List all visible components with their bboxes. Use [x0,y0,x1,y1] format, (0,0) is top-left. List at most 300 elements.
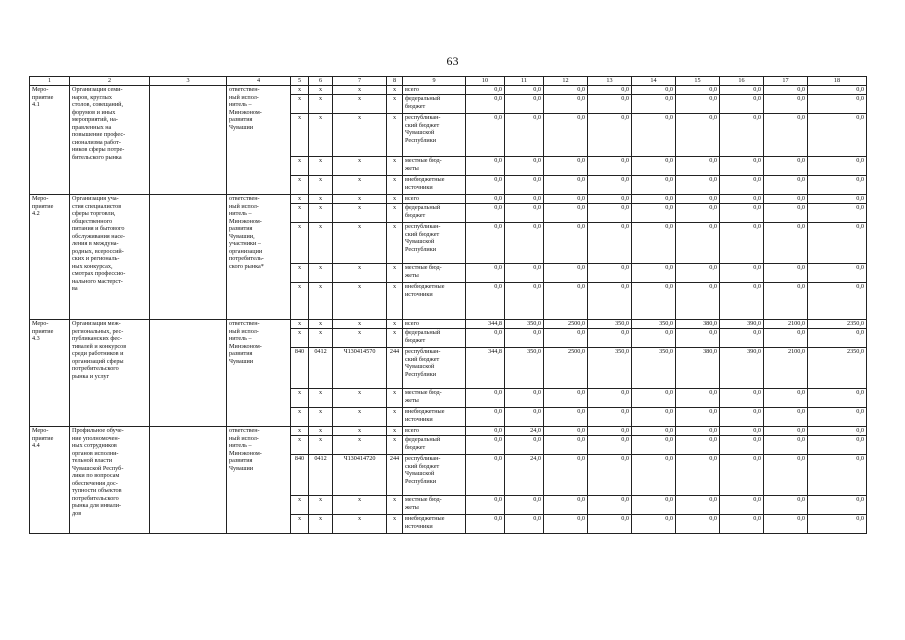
target-article-cell: х [333,176,387,195]
column-header-14: 14 [632,77,676,86]
year-value-cell: 0,0 [632,496,676,515]
section-code-cell: х [309,427,333,436]
funding-source-cell: всего [403,86,466,95]
year-value-cell: 0,0 [505,436,544,455]
measure-title: Организация уча- стия специалистов сферы торговли, общественного питания и бытового обслуживания насе- ления в междуна- родных, всероссий- ских и региональ- ных конкурсах, смотрах профессио- нального мастерст- ва [70,195,150,320]
year-value-cell: 0,0 [764,223,808,264]
year-value-cell: 0,0 [544,436,588,455]
table-row [30,86,867,95]
year-value-cell: 0,0 [505,176,544,195]
year-value-cell: 0,0 [720,176,764,195]
year-value-cell: 0,0 [544,157,588,176]
year-value-cell: 350,0 [632,320,676,329]
target-article-cell: х [333,95,387,114]
year-value-cell: 0,0 [764,436,808,455]
year-value-cell: 0,0 [588,157,632,176]
column-header-13: 13 [588,77,632,86]
year-value-cell: 0,0 [588,408,632,427]
year-value-cell: 0,0 [808,264,867,283]
measure-executor: ответствен- ный испол- нитель – Минэконом- развития Чувашии [227,86,291,195]
budget-code-cell: х [291,223,309,264]
year-value-cell: 0,0 [632,427,676,436]
year-value-cell: 0,0 [720,223,764,264]
year-value-cell: 0,0 [764,283,808,320]
year-value-cell: 0,0 [505,86,544,95]
year-value-cell: 344,8 [466,348,505,389]
column-header-12: 12 [544,77,588,86]
year-value-cell: 0,0 [588,95,632,114]
year-value-cell: 380,0 [676,320,720,329]
target-article-cell: х [333,264,387,283]
year-value-cell: 0,0 [764,86,808,95]
column-header-15: 15 [676,77,720,86]
year-value-cell: 0,0 [505,389,544,408]
expense-type-cell: х [387,427,403,436]
measure-title: Организация меж- региональных, рес- публиканских фес- тивалей и конкурсов среди работников и организаций сферы потребительского рынка и услуг [70,320,150,427]
column-header-18: 18 [808,77,867,86]
funding-source-cell: республикан- ский бюджет Чувашской Республики [403,223,466,264]
year-value-cell: 0,0 [588,204,632,223]
section-code-cell: х [309,515,333,534]
expense-type-cell: 244 [387,348,403,389]
target-article-cell: Ч130414570 [333,348,387,389]
year-value-cell: 0,0 [632,455,676,496]
year-value-cell: 0,0 [544,283,588,320]
empty-column-3-cell [150,86,227,195]
column-header-16: 16 [720,77,764,86]
year-value-cell: 0,0 [505,204,544,223]
section-code-cell: х [309,320,333,329]
expense-type-cell: х [387,283,403,320]
target-article-cell: х [333,408,387,427]
year-value-cell: 0,0 [544,427,588,436]
year-value-cell: 2500,0 [544,348,588,389]
year-value-cell: 0,0 [544,223,588,264]
year-value-cell: 0,0 [505,157,544,176]
year-value-cell: 2350,0 [808,320,867,329]
year-value-cell: 0,0 [544,176,588,195]
year-value-cell: 0,0 [466,283,505,320]
year-value-cell: 0,0 [808,455,867,496]
year-value-cell: 0,0 [466,114,505,157]
measure-executor: ответствен- ный испол- нитель – Минэконом- развития Чувашии, участники – организации потребитель- ского рынка* [227,195,291,320]
year-value-cell: 0,0 [505,264,544,283]
budget-code-cell: х [291,157,309,176]
year-value-cell: 0,0 [588,515,632,534]
column-number-header-row [30,77,867,86]
column-header-11: 11 [505,77,544,86]
budget-code-cell: х [291,114,309,157]
table-row [30,195,867,204]
funding-source-cell: местные бюд- жеты [403,157,466,176]
year-value-cell: 0,0 [808,114,867,157]
year-value-cell: 0,0 [505,195,544,204]
year-value-cell: 0,0 [720,408,764,427]
year-value-cell: 24,0 [505,455,544,496]
year-value-cell: 0,0 [720,283,764,320]
year-value-cell: 0,0 [588,195,632,204]
year-value-cell: 0,0 [720,204,764,223]
year-value-cell: 0,0 [632,195,676,204]
section-code-cell: х [309,436,333,455]
year-value-cell: 0,0 [720,496,764,515]
expense-type-cell: х [387,264,403,283]
budget-code-cell: х [291,515,309,534]
section-code-cell: х [309,408,333,427]
year-value-cell: 0,0 [720,436,764,455]
budget-code-cell: х [291,436,309,455]
budget-code-cell: х [291,283,309,320]
measure-title: Профильное обуче- ние уполномочен- ных сотрудников органов исполни- тельной власти Чувашской Респуб- лики по вопросам обеспечения дос- тупности объектов потребительского рынка для инвали- дов [70,427,150,534]
funding-source-cell: внебюджетные источники [403,515,466,534]
target-article-cell: х [333,204,387,223]
year-value-cell: 0,0 [544,455,588,496]
year-value-cell: 344,8 [466,320,505,329]
empty-column-3-cell [150,195,227,320]
year-value-cell: 0,0 [588,176,632,195]
column-header-6: 6 [309,77,333,86]
budget-code-cell: х [291,204,309,223]
budget-code-cell: х [291,176,309,195]
target-article-cell: х [333,496,387,515]
year-value-cell: 0,0 [808,176,867,195]
year-value-cell: 0,0 [632,95,676,114]
measure-id: Меро- приятие 4.3 [30,320,70,427]
year-value-cell: 0,0 [764,114,808,157]
year-value-cell: 0,0 [676,95,720,114]
year-value-cell: 0,0 [466,204,505,223]
measure-id: Меро- приятие 4.2 [30,195,70,320]
column-header-17: 17 [764,77,808,86]
funding-source-cell: республикан- ский бюджет Чувашской Республики [403,455,466,496]
target-article-cell: х [333,427,387,436]
year-value-cell: 0,0 [808,195,867,204]
budget-code-cell: х [291,329,309,348]
year-value-cell: 0,0 [808,496,867,515]
year-value-cell: 350,0 [505,320,544,329]
year-value-cell: 0,0 [676,515,720,534]
measure-executor: ответствен- ный испол- нитель – Минэконом- развития Чувашии [227,427,291,534]
page-number: 63 [446,54,459,68]
section-code-cell: х [309,176,333,195]
year-value-cell: 0,0 [632,114,676,157]
expense-type-cell: х [387,496,403,515]
year-value-cell: 0,0 [632,264,676,283]
year-value-cell: 0,0 [588,283,632,320]
year-value-cell: 0,0 [632,223,676,264]
budget-code-cell: х [291,496,309,515]
budget-code-cell: х [291,320,309,329]
year-value-cell: 0,0 [676,496,720,515]
budget-code-cell: х [291,195,309,204]
expense-type-cell: х [387,320,403,329]
year-value-cell: 0,0 [466,264,505,283]
year-value-cell: 0,0 [808,95,867,114]
funding-source-cell: всего [403,320,466,329]
year-value-cell: 0,0 [505,408,544,427]
funding-source-cell: федеральный бюджет [403,329,466,348]
section-code-cell: х [309,329,333,348]
year-value-cell: 0,0 [544,329,588,348]
column-header-10: 10 [466,77,505,86]
target-article-cell: х [333,157,387,176]
expense-type-cell: х [387,389,403,408]
section-code-cell: х [309,195,333,204]
column-header-4: 4 [227,77,291,86]
year-value-cell: 2100,0 [764,320,808,329]
target-article-cell: х [333,195,387,204]
column-header-9: 9 [403,77,466,86]
year-value-cell: 0,0 [632,329,676,348]
section-code-cell: х [309,283,333,320]
year-value-cell: 0,0 [676,86,720,95]
section-code-cell: 0412 [309,348,333,389]
year-value-cell: 390,0 [720,320,764,329]
budget-code-cell: х [291,86,309,95]
expense-type-cell: х [387,195,403,204]
year-value-cell: 0,0 [466,223,505,264]
year-value-cell: 0,0 [808,223,867,264]
year-value-cell: 350,0 [588,348,632,389]
year-value-cell: 0,0 [676,408,720,427]
year-value-cell: 0,0 [544,515,588,534]
year-value-cell: 0,0 [676,176,720,195]
funding-source-cell: местные бюд- жеты [403,264,466,283]
column-header-5: 5 [291,77,309,86]
year-value-cell: 0,0 [505,329,544,348]
budget-table [29,76,867,534]
expense-type-cell: х [387,408,403,427]
section-code-cell: х [309,389,333,408]
funding-source-cell: республикан- ский бюджет Чувашской Республики [403,348,466,389]
year-value-cell: 0,0 [764,264,808,283]
year-value-cell: 0,0 [808,408,867,427]
target-article-cell: х [333,515,387,534]
section-code-cell: х [309,114,333,157]
year-value-cell: 0,0 [676,114,720,157]
year-value-cell: 0,0 [588,436,632,455]
year-value-cell: 0,0 [676,223,720,264]
year-value-cell: 0,0 [676,427,720,436]
section-code-cell: х [309,496,333,515]
year-value-cell: 0,0 [720,114,764,157]
year-value-cell: 0,0 [505,515,544,534]
column-header-7: 7 [333,77,387,86]
year-value-cell: 0,0 [720,157,764,176]
year-value-cell: 0,0 [588,496,632,515]
year-value-cell: 0,0 [588,86,632,95]
empty-column-3-cell [150,427,227,534]
funding-source-cell: федеральный бюджет [403,204,466,223]
expense-type-cell: 244 [387,455,403,496]
year-value-cell: 2500,0 [544,320,588,329]
year-value-cell: 0,0 [632,436,676,455]
year-value-cell: 0,0 [466,95,505,114]
measure-title: Организация семи- наров, круглых столов, совещаний, форумов и иных мероприятий, на- правленных на повышение профес- сионализма работ- ников сферы потре- бительского рынка [70,86,150,195]
year-value-cell: 0,0 [676,204,720,223]
year-value-cell: 0,0 [676,283,720,320]
year-value-cell: 0,0 [588,223,632,264]
expense-type-cell: х [387,86,403,95]
budget-code-cell: 840 [291,455,309,496]
year-value-cell: 0,0 [632,176,676,195]
funding-source-cell: местные бюд- жеты [403,496,466,515]
year-value-cell: 0,0 [720,427,764,436]
funding-source-cell: всего [403,427,466,436]
section-code-cell: х [309,204,333,223]
year-value-cell: 0,0 [505,223,544,264]
expense-type-cell: х [387,204,403,223]
expense-type-cell: х [387,95,403,114]
year-value-cell: 0,0 [764,204,808,223]
year-value-cell: 0,0 [764,408,808,427]
expense-type-cell: х [387,436,403,455]
budget-code-cell: х [291,95,309,114]
year-value-cell: 0,0 [466,436,505,455]
table-row [30,427,867,436]
target-article-cell: х [333,86,387,95]
year-value-cell: 0,0 [544,408,588,427]
year-value-cell: 0,0 [676,264,720,283]
year-value-cell: 0,0 [505,95,544,114]
budget-table-sheet [29,76,866,534]
target-article-cell: Ч130414720 [333,455,387,496]
year-value-cell: 0,0 [588,427,632,436]
measure-id: Меро- приятие 4.4 [30,427,70,534]
year-value-cell: 0,0 [808,329,867,348]
target-article-cell: х [333,436,387,455]
year-value-cell: 0,0 [808,515,867,534]
target-article-cell: х [333,114,387,157]
section-code-cell: х [309,264,333,283]
budget-code-cell: х [291,427,309,436]
target-article-cell: х [333,389,387,408]
year-value-cell: 0,0 [588,389,632,408]
target-article-cell: х [333,223,387,264]
year-value-cell: 0,0 [588,329,632,348]
budget-code-cell: х [291,408,309,427]
year-value-cell: 0,0 [720,95,764,114]
budget-code-cell: 840 [291,348,309,389]
expense-type-cell: х [387,329,403,348]
year-value-cell: 0,0 [466,195,505,204]
year-value-cell: 0,0 [764,195,808,204]
year-value-cell: 0,0 [544,204,588,223]
year-value-cell: 0,0 [466,176,505,195]
year-value-cell: 2100,0 [764,348,808,389]
year-value-cell: 0,0 [720,86,764,95]
year-value-cell: 0,0 [764,95,808,114]
year-value-cell: 0,0 [676,455,720,496]
year-value-cell: 24,0 [505,427,544,436]
year-value-cell: 0,0 [764,496,808,515]
year-value-cell: 0,0 [764,389,808,408]
funding-source-cell: всего [403,195,466,204]
year-value-cell: 350,0 [505,348,544,389]
year-value-cell: 0,0 [544,195,588,204]
measure-id: Меро- приятие 4.1 [30,86,70,195]
year-value-cell: 0,0 [764,329,808,348]
year-value-cell: 0,0 [632,389,676,408]
year-value-cell: 0,0 [544,264,588,283]
year-value-cell: 0,0 [808,427,867,436]
year-value-cell: 350,0 [632,348,676,389]
year-value-cell: 0,0 [544,389,588,408]
year-value-cell: 0,0 [764,515,808,534]
year-value-cell: 0,0 [676,329,720,348]
target-article-cell: х [333,283,387,320]
column-header-3: 3 [150,77,227,86]
year-value-cell: 0,0 [466,496,505,515]
year-value-cell: 350,0 [588,320,632,329]
year-value-cell: 0,0 [676,389,720,408]
year-value-cell: 0,0 [632,86,676,95]
year-value-cell: 0,0 [720,195,764,204]
year-value-cell: 0,0 [466,515,505,534]
year-value-cell: 0,0 [764,455,808,496]
expense-type-cell: х [387,223,403,264]
year-value-cell: 0,0 [808,204,867,223]
budget-code-cell: х [291,389,309,408]
year-value-cell: 0,0 [808,86,867,95]
budget-code-cell: х [291,264,309,283]
section-code-cell: х [309,86,333,95]
year-value-cell: 0,0 [466,427,505,436]
empty-column-3-cell [150,320,227,427]
year-value-cell: 0,0 [466,86,505,95]
year-value-cell: 0,0 [588,264,632,283]
year-value-cell: 0,0 [466,455,505,496]
funding-source-cell: местные бюд- жеты [403,389,466,408]
year-value-cell: 0,0 [764,427,808,436]
column-header-2: 2 [70,77,150,86]
year-value-cell: 0,0 [466,389,505,408]
year-value-cell: 0,0 [764,157,808,176]
year-value-cell: 0,0 [544,496,588,515]
year-value-cell: 0,0 [505,283,544,320]
table-body [30,77,867,534]
expense-type-cell: х [387,114,403,157]
year-value-cell: 0,0 [466,157,505,176]
year-value-cell: 0,0 [676,195,720,204]
year-value-cell: 0,0 [466,408,505,427]
year-value-cell: 0,0 [720,389,764,408]
year-value-cell: 0,0 [544,86,588,95]
year-value-cell: 0,0 [632,204,676,223]
section-code-cell: х [309,223,333,264]
year-value-cell: 0,0 [632,157,676,176]
expense-type-cell: х [387,515,403,534]
year-value-cell: 0,0 [676,157,720,176]
funding-source-cell: республикан- ский бюджет Чувашской Республики [403,114,466,157]
column-header-1: 1 [30,77,70,86]
year-value-cell: 380,0 [676,348,720,389]
year-value-cell: 0,0 [676,436,720,455]
year-value-cell: 0,0 [588,455,632,496]
year-value-cell: 0,0 [505,496,544,515]
year-value-cell: 0,0 [632,515,676,534]
section-code-cell: 0412 [309,455,333,496]
expense-type-cell: х [387,176,403,195]
year-value-cell: 0,0 [808,157,867,176]
funding-source-cell: внебюджетные источники [403,283,466,320]
column-header-8: 8 [387,77,403,86]
funding-source-cell: внебюджетные источники [403,176,466,195]
funding-source-cell: федеральный бюджет [403,95,466,114]
year-value-cell: 0,0 [764,176,808,195]
year-value-cell: 0,0 [588,114,632,157]
year-value-cell: 0,0 [808,389,867,408]
